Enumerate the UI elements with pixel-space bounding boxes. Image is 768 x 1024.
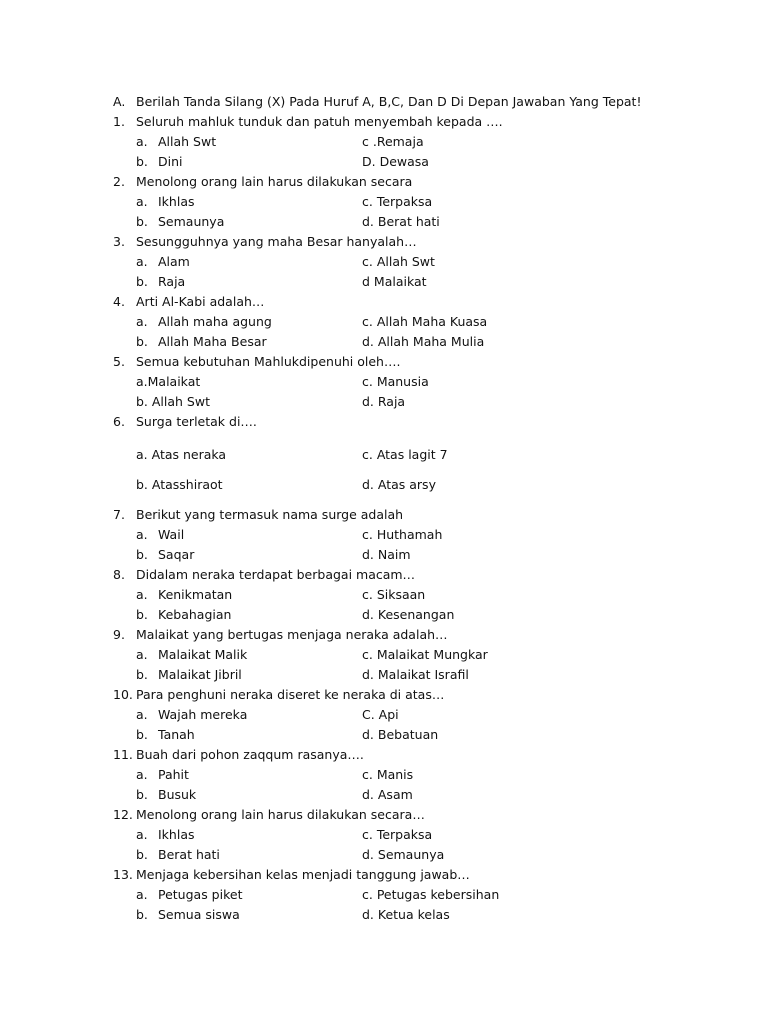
answer-option-left-text[interactable]: Dini [158,154,183,169]
answer-option-left[interactable]: a. [136,587,148,602]
answer-row [0,152,768,172]
question-11 [0,745,768,765]
answer-option-right[interactable]: c .Remaja [362,134,424,149]
question-text: Para penghuni neraka diseret ke neraka di atas… [136,687,445,702]
answer-option-left-text[interactable]: Kenikmatan [158,587,233,602]
answer-row [0,725,768,745]
question-number: 12. [113,807,133,822]
answer-option-left[interactable]: a. [136,134,148,149]
answer-row [0,132,768,152]
answer-option-left[interactable]: b. [136,907,148,922]
answer-row [0,585,768,605]
answer-option-right[interactable]: d. Bebatuan [362,727,439,742]
answer-option-right[interactable]: d. Kesenangan [362,607,455,622]
answer-option-left[interactable]: a. [136,707,148,722]
answer-option-left-text[interactable]: Wajah mereka [158,707,248,722]
question-number: 1. [113,114,125,129]
answer-option-left[interactable]: b. [136,607,148,622]
answer-option-right[interactable]: c. Terpaksa [362,194,433,209]
answer-option-left[interactable]: b. Allah Swt [136,394,210,409]
answer-option-left[interactable]: a. Atas neraka [136,447,227,462]
answer-option-right[interactable]: C. Api [362,707,399,722]
answer-option-right[interactable]: c. Manis [362,767,414,782]
question-number: 3. [113,234,125,249]
answer-row [0,545,768,565]
answer-row [0,272,768,292]
instruction-line [0,92,768,112]
question-7 [0,505,768,525]
answer-option-left-text[interactable]: Tanah [158,727,195,742]
answer-option-left-text[interactable]: Raja [158,274,186,289]
answer-option-left-text[interactable]: Petugas piket [158,887,243,902]
question-text: Sesungguhnya yang maha Besar hanyalah… [136,234,417,249]
answer-option-left-text[interactable]: Berat hati [158,847,220,862]
answer-row [0,885,768,905]
answer-option-left[interactable]: a. [136,767,148,782]
instruction-text: Berilah Tanda Silang (X) Pada Huruf A, B,C, Dan D Di Depan Jawaban Yang Tepat! [136,94,642,109]
answer-option-left[interactable]: b. Atasshiraot [136,477,223,492]
answer-row [0,445,768,465]
answer-option-right[interactable]: c. Terpaksa [362,827,433,842]
question-12 [0,805,768,825]
answer-option-left-text[interactable]: Malaikat Malik [158,647,248,662]
answer-option-right[interactable]: d. Raja [362,394,406,409]
answer-row [0,212,768,232]
answer-option-right[interactable]: c. Siksaan [362,587,426,602]
answer-option-left[interactable]: a.Malaikat [136,374,201,389]
answer-option-right[interactable]: d. Semaunya [362,847,445,862]
answer-option-right[interactable]: d. Allah Maha Mulia [362,334,485,349]
answer-option-left[interactable]: b. [136,727,148,742]
question-text: Menolong orang lain harus dilakukan secara [136,174,413,189]
question-5 [0,352,768,372]
answer-option-left-text[interactable]: Wail [158,527,185,542]
answer-option-right[interactable]: d. Naim [362,547,411,562]
answer-row [0,785,768,805]
question-6 [0,412,768,432]
answer-row [0,252,768,272]
answer-option-right[interactable]: d. Atas arsy [362,477,436,492]
answer-option-left-text[interactable]: Malaikat Jibril [158,667,242,682]
question-number: 13. [113,867,133,882]
question-text: Menolong orang lain harus dilakukan secara… [136,807,425,822]
answer-row [0,645,768,665]
question-4 [0,292,768,312]
answer-option-left-text[interactable]: Ikhlas [158,827,195,842]
answer-option-left-text[interactable]: Allah Swt [158,134,217,149]
answer-row [0,765,768,785]
answer-option-right[interactable]: c. Allah Maha Kuasa [362,314,488,329]
answer-option-left[interactable]: b. [136,154,148,169]
question-text: Didalam neraka terdapat berbagai macam… [136,567,416,582]
question-number: 10. [113,687,133,702]
question-10 [0,685,768,705]
answer-option-left[interactable]: a. [136,647,148,662]
question-text: Semua kebutuhan Mahlukdipenuhi oleh…. [136,354,401,369]
question-text: Malaikat yang bertugas menjaga neraka adalah… [136,627,448,642]
answer-option-right[interactable]: c. Atas lagit 7 [362,447,448,462]
answer-option-left[interactable]: a. [136,887,148,902]
answer-option-left[interactable]: b. [136,214,148,229]
answer-option-left[interactable]: a. [136,254,148,269]
answer-option-left[interactable]: b. [136,847,148,862]
answer-option-right[interactable]: c. Manusia [362,374,429,389]
answer-option-left-text[interactable]: Allah Maha Besar [158,334,267,349]
answer-option-left[interactable]: a. [136,194,148,209]
answer-row [0,312,768,332]
answer-option-left[interactable]: b. [136,547,148,562]
answer-row [0,705,768,725]
question-number: 7. [113,507,125,522]
instruction-label: A. [113,94,126,109]
answer-option-right[interactable]: c. Malaikat Mungkar [362,647,488,662]
question-number: 4. [113,294,125,309]
answer-row [0,825,768,845]
answer-row [0,845,768,865]
question-2 [0,172,768,192]
question-text: Buah dari pohon zaqqum rasanya…. [136,747,364,762]
question-text: Arti Al-Kabi adalah… [136,294,265,309]
answer-option-left-text[interactable]: Alam [158,254,190,269]
answer-row [0,192,768,212]
answer-row [0,332,768,352]
answer-row [0,905,768,925]
answer-option-right[interactable]: d. Berat hati [362,214,440,229]
answer-option-right[interactable]: d. Malaikat Israfil [362,667,469,682]
answer-option-right[interactable]: d Malaikat [362,274,427,289]
answer-option-left[interactable]: a. [136,314,148,329]
answer-row [0,525,768,545]
answer-option-left-text[interactable]: Semaunya [158,214,225,229]
answer-option-right[interactable]: d. Ketua kelas [362,907,450,922]
answer-option-left[interactable]: b. [136,787,148,802]
answer-row [0,475,768,495]
question-text: Menjaga kebersihan kelas menjadi tanggung jawab… [136,867,470,882]
answer-option-left[interactable]: b. [136,274,148,289]
answer-option-left-text[interactable]: Ikhlas [158,194,195,209]
answer-option-left-text[interactable]: Saqar [158,547,195,562]
answer-row [0,372,768,392]
question-number: 8. [113,567,125,582]
answer-option-right[interactable]: c. Petugas kebersihan [362,887,500,902]
answer-option-left[interactable]: b. [136,334,148,349]
question-text: Surga terletak di…. [136,414,257,429]
answer-option-left-text[interactable]: Busuk [158,787,197,802]
answer-row [0,665,768,685]
answer-option-right[interactable]: c. Huthamah [362,527,443,542]
answer-option-left[interactable]: a. [136,527,148,542]
answer-option-right[interactable]: c. Allah Swt [362,254,435,269]
question-number: 11. [113,747,133,762]
question-text: Berikut yang termasuk nama surge adalah [136,507,404,522]
answer-option-left[interactable]: a. [136,827,148,842]
answer-option-left-text[interactable]: Pahit [158,767,189,782]
answer-option-right[interactable]: D. Dewasa [362,154,429,169]
answer-option-right[interactable]: d. Asam [362,787,413,802]
question-text: Seluruh mahluk tunduk dan patuh menyembah kepada …. [136,114,503,129]
answer-option-left[interactable]: b. [136,667,148,682]
question-3 [0,232,768,252]
answer-option-left-text[interactable]: Allah maha agung [158,314,272,329]
question-number: 5. [113,354,125,369]
question-number: 9. [113,627,125,642]
question-13 [0,865,768,885]
answer-option-left-text[interactable]: Semua siswa [158,907,240,922]
question-9 [0,625,768,645]
answer-row [0,392,768,412]
answer-row [0,605,768,625]
question-8 [0,565,768,585]
question-number: 6. [113,414,125,429]
question-1 [0,112,768,132]
question-number: 2. [113,174,125,189]
answer-option-left-text[interactable]: Kebahagian [158,607,232,622]
